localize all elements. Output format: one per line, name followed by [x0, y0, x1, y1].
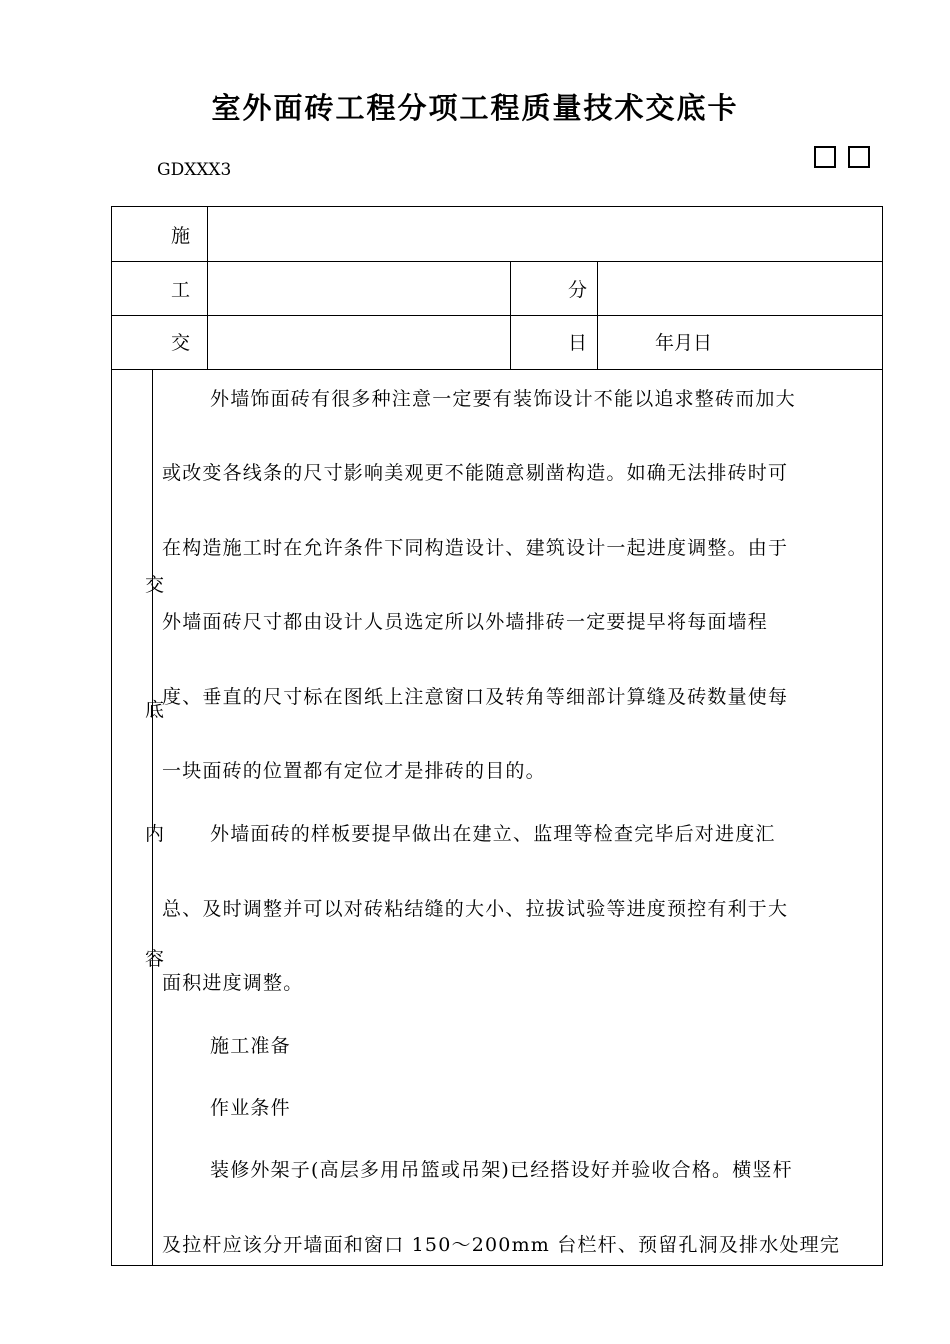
- section-heading: 施工准备: [210, 1035, 291, 1057]
- content-line: 度、垂直的尺寸标在图纸上注意窗口及转角等细部计算缝及砖数量使每: [162, 686, 789, 708]
- content-line: 在构造施工时在允许条件下同构造设计、建筑设计一起进度调整。由于: [162, 537, 789, 559]
- content-line: 外墙面砖尺寸都由设计人员选定所以外墙排砖一定要提早将每面墙程: [162, 611, 769, 633]
- document-code: GDXXX3: [157, 160, 232, 180]
- content-line: 一块面砖的位置都有定位才是排砖的目的。: [162, 760, 546, 782]
- content-line: 或改变各线条的尺寸影响美观更不能随意剔凿构造。如确无法排砖时可: [162, 462, 789, 484]
- column-divider: [597, 261, 598, 369]
- page-title: 室外面砖工程分项工程质量技术交底卡: [211, 91, 739, 125]
- date-value: 年月日: [655, 332, 713, 354]
- section-heading: 作业条件: [210, 1097, 291, 1119]
- column-divider: [510, 261, 511, 369]
- checkbox-square[interactable]: [848, 146, 870, 168]
- column-divider: [207, 207, 208, 369]
- content-line: 总、及时调整并可以对砖粘结缝的大小、拉拔试验等进度预控有利于大: [162, 898, 789, 920]
- row-label-division: 分: [568, 279, 588, 301]
- row-divider: [112, 261, 882, 262]
- content-line: 外墙饰面砖有很多种注意一定要有装饰设计不能以追求整砖而加大: [210, 388, 796, 410]
- side-label-char: 交: [145, 574, 165, 596]
- content-line: 外墙面砖的样板要提早做出在建立、监理等检查完毕后对进度汇: [210, 823, 776, 845]
- side-label-char: 容: [145, 948, 165, 970]
- row-divider: [112, 315, 882, 316]
- row-divider: [112, 369, 882, 370]
- content-line: 面积进度调整。: [162, 972, 304, 994]
- content-line: 及拉杆应该分开墙面和窗口 150～200mm 台栏杆、预留孔洞及排水处理完: [162, 1234, 841, 1256]
- checkbox-square[interactable]: [814, 146, 836, 168]
- column-divider: [152, 369, 153, 1266]
- content-line: 装修外架子(高层多用吊篮或吊架)已经搭设好并验收合格。横竖杆: [210, 1159, 793, 1181]
- checkbox-group: [814, 146, 870, 168]
- row-label-work: 工: [171, 279, 191, 301]
- row-label-date: 日: [568, 332, 588, 354]
- side-label-char: 底: [145, 699, 165, 721]
- side-label-char: 内: [145, 823, 165, 845]
- form-table: [111, 206, 883, 1266]
- row-label-construction: 施: [171, 225, 191, 247]
- row-label-handover: 交: [171, 332, 191, 354]
